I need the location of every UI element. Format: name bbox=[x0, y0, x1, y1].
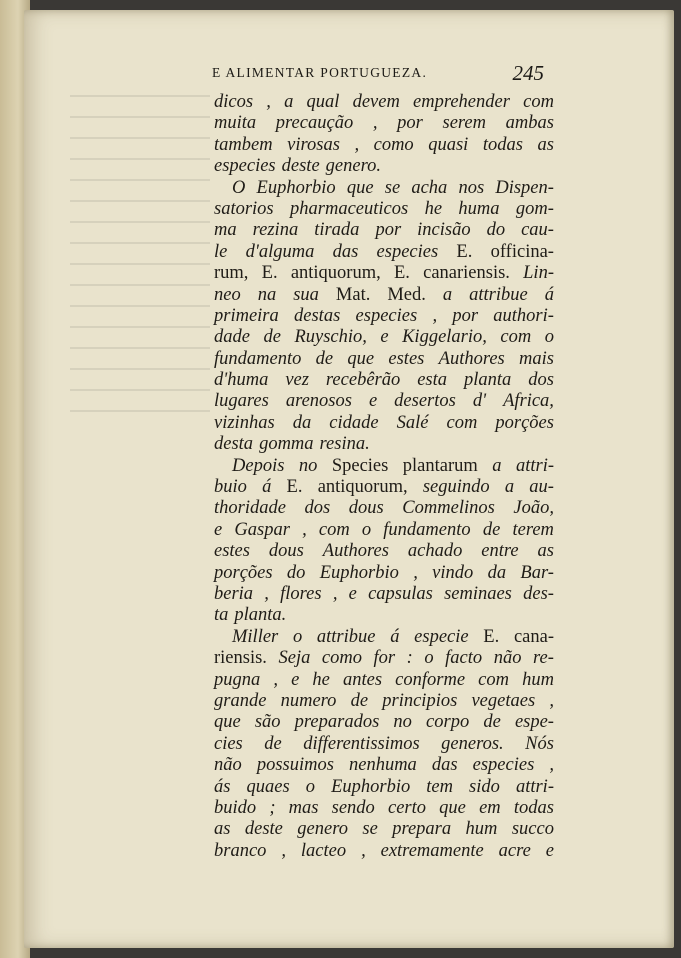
text-line: thoridade dos dous Commelinos João, bbox=[214, 498, 554, 519]
text-line: branco , lacteo , extremamente acre e bbox=[214, 840, 554, 861]
text-line: primeira destas especies , por authori- bbox=[214, 305, 554, 326]
text-line: pugna , e he antes conforme com hum bbox=[214, 669, 554, 690]
text-line: fundamento de que estes Authores mais bbox=[214, 348, 554, 369]
text-line: cies de differentissimos generos. Nós bbox=[214, 733, 554, 754]
text-line: ta planta. bbox=[214, 605, 287, 626]
text-line: lugares arenosos e desertos d' Africa, bbox=[214, 391, 554, 412]
text-line: que são preparados no corpo de espe- bbox=[214, 712, 554, 733]
text-line: e Gaspar , com o fundamento de terem bbox=[214, 519, 554, 540]
body-text bbox=[214, 92, 554, 862]
text-line: vizinhas da cidade Salé com porções bbox=[214, 412, 554, 433]
text-line: dade de Ruyschio, e Kiggelario, com o bbox=[214, 327, 554, 348]
text-line: as deste genero se prepara hum succo bbox=[214, 819, 554, 840]
text-line: muita precaução , por serem ambas bbox=[214, 113, 554, 134]
text-line: buio á E. antiquorum, seguindo a au- bbox=[214, 477, 554, 498]
running-head: E ALIMENTAR PORTUGUEZA. bbox=[212, 65, 428, 80]
text-line: grande numero de principios vegetaes , bbox=[214, 690, 554, 711]
text-line: riensis. Seja como for : o facto não re- bbox=[214, 648, 554, 669]
text-line: buido ; mas sendo certo que em todas bbox=[214, 797, 554, 818]
text-line: O Euphorbio que se acha nos Dispen- bbox=[232, 177, 554, 198]
text-line: d'huma vez recebêrão esta planta dos bbox=[214, 370, 554, 391]
text-line: estes dous Authores achado entre as bbox=[214, 541, 554, 562]
page-header bbox=[212, 62, 544, 86]
text-line: neo na sua Mat. Med. a attribue á bbox=[214, 284, 554, 305]
text-line: ma rezina tirada por incisão do cau- bbox=[214, 220, 554, 241]
text-line: tambem virosas , como quasi todas as bbox=[214, 134, 554, 155]
text-line: beria , flores , e capsulas seminaes des- bbox=[214, 583, 554, 604]
text-line: Depois no Species plantarum a attri- bbox=[232, 455, 554, 476]
text-line: porções do Euphorbio , vindo da Bar- bbox=[214, 562, 554, 583]
text-line: não possuimos nenhuma das especies , bbox=[214, 755, 554, 776]
text-line: Miller o attribue á especie E. cana- bbox=[232, 626, 554, 647]
page-number: 245 bbox=[512, 61, 544, 85]
show-through-text bbox=[70, 95, 210, 415]
text-line: ás quaes o Euphorbio tem sido attri- bbox=[214, 776, 554, 797]
text-line: dicos , a qual devem emprehender com bbox=[214, 92, 554, 112]
text-line: rum, E. antiquorum, E. canariensis. Lin- bbox=[214, 263, 554, 284]
text-line: satorios pharmaceuticos he huma gom- bbox=[214, 198, 554, 219]
text-line: desta gomma resina. bbox=[214, 434, 370, 455]
text-line: especies deste genero. bbox=[214, 156, 381, 177]
text-line: le d'alguma das especies E. officina- bbox=[214, 241, 554, 262]
